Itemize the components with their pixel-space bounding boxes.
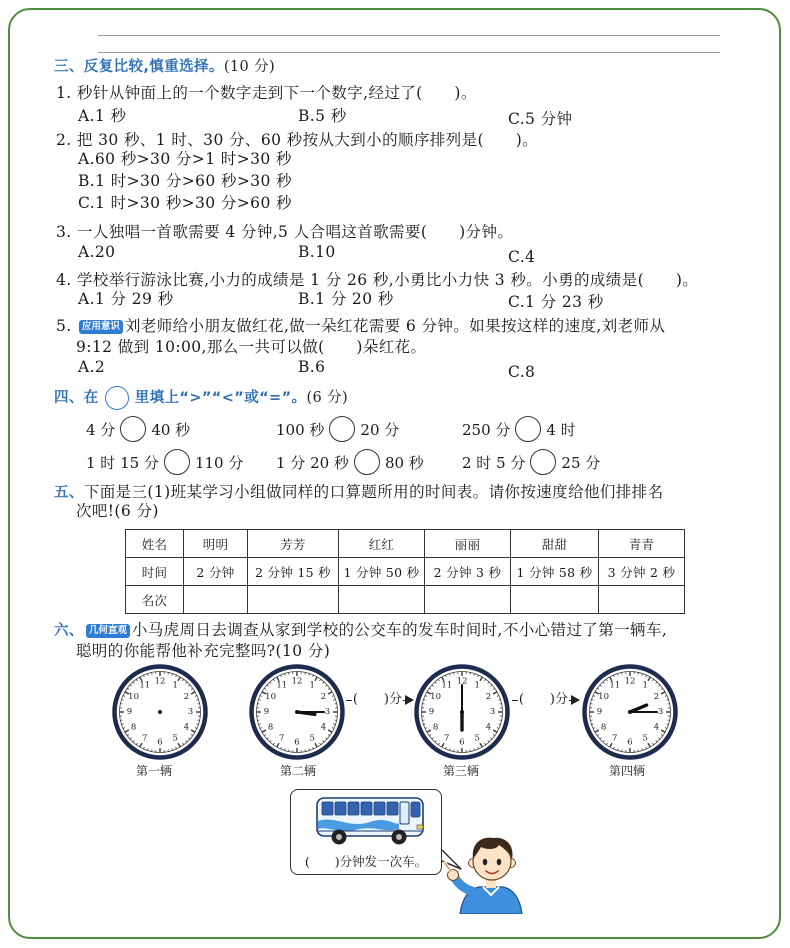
clock-number: 11 xyxy=(609,680,621,691)
table-cell-time: 2 分钟 xyxy=(184,558,248,586)
section3-heading xyxy=(54,57,275,77)
section4-title-b: 里填上“>”“<”或“=”。 xyxy=(134,390,307,406)
compare-left: 4 分 xyxy=(86,420,116,439)
clock-number: 1 xyxy=(172,680,178,691)
compare-item xyxy=(462,416,576,442)
clock-number: 5 xyxy=(474,733,480,744)
clock-number: 7 xyxy=(444,733,450,744)
option-a: A.1 分 29 秒 xyxy=(78,290,174,308)
compare-right: 110 分 xyxy=(194,453,244,472)
option-c: C.8 xyxy=(508,363,536,381)
option-a: A.1 秒 xyxy=(78,107,127,125)
clock-number: 5 xyxy=(642,733,648,744)
clock-number: 4 xyxy=(485,722,492,733)
section4-heading xyxy=(54,386,348,410)
option-b: B.5 秒 xyxy=(298,107,347,125)
skill-badge: 几何直观 xyxy=(86,624,130,638)
clock-number: 2 xyxy=(485,691,492,702)
clock-second-bus xyxy=(247,662,347,762)
clock-center-dot xyxy=(628,710,632,714)
clock-number: 2 xyxy=(320,691,327,702)
clock-label: 第二辆 xyxy=(279,764,316,778)
section6-text-continuation: 聪明的你能帮他补充完整吗?(10 分) xyxy=(76,642,331,660)
table-cell-time: 2 分钟 3 秒 xyxy=(425,558,511,586)
clock-number: 12 xyxy=(624,676,636,687)
clock-number: 2 xyxy=(653,691,660,702)
table-cell-time: 2 分钟 15 秒 xyxy=(248,558,339,586)
rank-cell[interactable] xyxy=(511,586,599,614)
rank-cell[interactable] xyxy=(425,586,511,614)
table-cell-name: 青青 xyxy=(599,530,685,558)
clock-number: 4 xyxy=(653,722,660,733)
answer-circle[interactable] xyxy=(354,449,380,475)
option-a: A.2 xyxy=(78,358,106,376)
compare-item xyxy=(86,416,190,442)
table-header-cell: 时间 xyxy=(126,558,184,586)
clock-number: 6 xyxy=(627,737,633,748)
arrow-right-icon xyxy=(405,695,414,705)
question-3: 3. 一人独唱一首歌需要 4 分钟,5 人合唱这首歌需要( )分钟。 xyxy=(56,223,514,241)
section5-text: 下面是三(1)班某学习小组做同样的口算题所用的时间表。请你按速度给他们排排名 xyxy=(83,483,664,501)
table-cell-name: 芳芳 xyxy=(248,530,339,558)
clock-number: 3 xyxy=(324,707,331,717)
option-c: C.1 分 23 秒 xyxy=(508,293,604,311)
section3-score: (10 分) xyxy=(223,59,276,75)
skill-badge: 应用意识 xyxy=(79,320,123,334)
clock-number: 9 xyxy=(126,707,133,717)
boy-illustration xyxy=(440,826,530,914)
clock-number: 10 xyxy=(598,691,610,702)
clock-center-dot xyxy=(295,710,299,714)
table-cell-name: 甜甜 xyxy=(511,530,599,558)
clock-number: 7 xyxy=(142,733,148,744)
header-rule xyxy=(98,52,720,53)
compare-right: 20 分 xyxy=(360,420,400,439)
clock-number: 4 xyxy=(320,722,327,733)
clock-label: 第四辆 xyxy=(608,764,645,778)
clock-number: 1 xyxy=(309,680,315,691)
interval-label[interactable]: ( )分 xyxy=(352,690,403,710)
compare-item xyxy=(276,449,424,475)
table-cell-time: 3 分钟 2 秒 xyxy=(599,558,685,586)
time-table xyxy=(125,529,685,614)
clock-number: 11 xyxy=(441,680,453,691)
rank-cell[interactable] xyxy=(184,586,248,614)
rank-cell[interactable] xyxy=(248,586,339,614)
clock-number: 9 xyxy=(596,707,603,717)
table-row-names xyxy=(126,530,685,558)
option-a: A.60 秒>30 分>1 时>30 秒 xyxy=(78,150,292,168)
question-4: 4. 学校举行游泳比赛,小力的成绩是 1 分 26 秒,小勇比小力快 3 秒。小勇的成绩是( )。 xyxy=(56,271,699,289)
table-cell-name: 丽丽 xyxy=(425,530,511,558)
option-c: C.5 分钟 xyxy=(508,110,573,128)
section6-text: 小马虎周日去调查从家到学校的公交车的发车时间时,不小心错过了第一辆车, xyxy=(131,621,668,639)
header-rule xyxy=(98,35,720,36)
clock-number: 7 xyxy=(279,733,285,744)
clock-number: 9 xyxy=(263,707,270,717)
clock-number: 4 xyxy=(183,722,190,733)
clock-number: 6 xyxy=(294,737,300,748)
clock-first-bus[interactable] xyxy=(110,662,210,762)
clock-number: 9 xyxy=(428,707,435,717)
clock-number: 5 xyxy=(309,733,315,744)
question-5 xyxy=(56,316,665,336)
clock-label: 第三辆 xyxy=(442,764,479,778)
clock-number: 12 xyxy=(291,676,303,687)
compare-item xyxy=(86,449,243,475)
table-header-cell: 姓名 xyxy=(126,530,184,558)
compare-left: 1 时 15 分 xyxy=(86,453,159,472)
section5-heading xyxy=(54,482,663,503)
table-cell-time: 1 分钟 50 秒 xyxy=(339,558,425,586)
circle-icon xyxy=(105,386,129,410)
clock-center-dot xyxy=(158,710,162,714)
clock-label: 第一辆 xyxy=(135,764,172,778)
clock-number: 3 xyxy=(489,707,496,717)
clock-number: 12 xyxy=(154,676,166,687)
answer-circle[interactable] xyxy=(329,416,355,442)
arrow-right-icon xyxy=(571,695,580,705)
section6-number: 六、 xyxy=(54,623,84,639)
option-c: C.1 时>30 秒>30 分>60 秒 xyxy=(78,194,292,212)
section3-title: 三、反复比较,慎重选择。 xyxy=(54,59,224,75)
clock-number: 6 xyxy=(459,737,465,748)
clock-number: 1 xyxy=(642,680,648,691)
clock-number: 10 xyxy=(430,691,442,702)
question-number: 5. xyxy=(56,317,72,335)
answer-circle[interactable] xyxy=(530,449,556,475)
compare-right: 40 秒 xyxy=(151,420,191,439)
compare-left: 2 时 5 分 xyxy=(462,453,526,472)
section4-score: (6 分) xyxy=(306,390,349,406)
bubble-text: ( )分钟发一次车。 xyxy=(304,854,428,869)
compare-left: 250 分 xyxy=(462,420,511,439)
clock-number: 10 xyxy=(128,691,140,702)
question-1: 1. 秒针从钟面上的一个数字走到下一个数字,经过了( )。 xyxy=(56,84,477,102)
clock-number: 3 xyxy=(657,707,664,717)
clock-number: 6 xyxy=(157,737,163,748)
section5-text-continuation: 次吧!(6 分) xyxy=(76,502,159,520)
answer-circle[interactable] xyxy=(164,449,190,475)
question-stem: 刘老师给小朋友做红花,做一朵红花需要 6 分钟。如果按这样的速度,刘老师从 xyxy=(124,317,666,335)
option-a: A.20 xyxy=(78,243,116,261)
compare-right: 25 分 xyxy=(561,453,601,472)
clock-number: 10 xyxy=(265,691,277,702)
hour-hand xyxy=(297,712,315,714)
option-b: B.10 xyxy=(298,243,336,261)
speech-bubble xyxy=(290,789,442,875)
answer-circle[interactable] xyxy=(515,416,541,442)
section6-heading xyxy=(54,620,667,641)
clock-number: 1 xyxy=(474,680,480,691)
compare-left: 1 分 20 秒 xyxy=(276,453,349,472)
table-cell-name: 明明 xyxy=(184,530,248,558)
clock-number: 2 xyxy=(183,691,190,702)
compare-left: 100 秒 xyxy=(276,420,325,439)
option-b: B.1 分 20 秒 xyxy=(298,290,394,308)
compare-item xyxy=(276,416,399,442)
section5-number: 五、 xyxy=(54,485,84,501)
table-cell-time: 1 分钟 58 秒 xyxy=(511,558,599,586)
clock-number: 8 xyxy=(432,722,439,733)
table-cell-name: 红红 xyxy=(339,530,425,558)
compare-right: 80 秒 xyxy=(384,453,424,472)
option-b: B.1 时>30 分>60 秒>30 秒 xyxy=(78,172,293,190)
clock-number: 7 xyxy=(612,733,618,744)
clock-fourth-bus xyxy=(580,662,680,762)
rank-cell[interactable] xyxy=(599,586,685,614)
table-header-cell: 名次 xyxy=(126,586,184,614)
clock-center-dot xyxy=(460,710,464,714)
clock-number: 12 xyxy=(456,676,468,687)
interval-arrow xyxy=(512,690,580,710)
clock-number: 3 xyxy=(187,707,194,717)
clock-number: 11 xyxy=(276,680,288,691)
question-2: 2. 把 30 秒、1 时、30 分、60 秒按从大到小的顺序排列是( )。 xyxy=(56,131,539,149)
question-5-continuation: 9:12 做到 10:00,那么一共可以做( )朵红花。 xyxy=(76,338,427,356)
option-b: B.6 xyxy=(298,358,326,376)
section4-title-a: 四、在 xyxy=(54,390,99,406)
compare-item xyxy=(462,449,600,475)
interval-arrow xyxy=(346,690,414,710)
answer-circle[interactable] xyxy=(120,416,146,442)
clock-number: 5 xyxy=(172,733,178,744)
bus-illustration xyxy=(315,795,427,847)
clock-number: 11 xyxy=(139,680,151,691)
table-row-times xyxy=(126,558,685,586)
table-row-ranks xyxy=(126,586,685,614)
rank-cell[interactable] xyxy=(339,586,425,614)
clock-number: 8 xyxy=(130,722,137,733)
clock-number: 8 xyxy=(267,722,274,733)
clock-number: 8 xyxy=(600,722,607,733)
option-c: C.4 xyxy=(508,248,536,266)
interval-label[interactable]: ( )分 xyxy=(518,690,569,710)
compare-right: 4 时 xyxy=(546,420,576,439)
clock-third-bus xyxy=(412,662,512,762)
